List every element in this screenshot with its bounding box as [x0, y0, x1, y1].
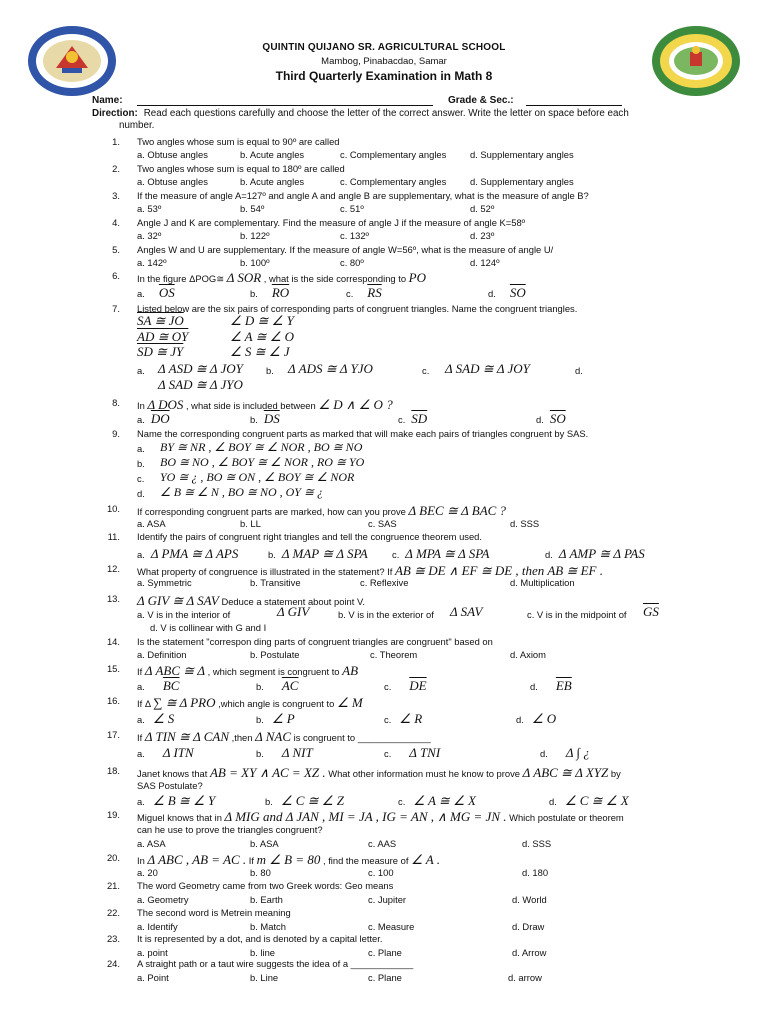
- choice-b: [265, 793, 344, 809]
- choice-a: a. Point: [137, 972, 169, 983]
- item-number: 11.: [107, 531, 120, 542]
- question-text: Miguel knows that in: [137, 812, 225, 823]
- choice-math: $\overline{AC}$: [281, 678, 299, 693]
- choice-d: d. SSS: [522, 838, 552, 849]
- item-question: [137, 593, 365, 609]
- choice-c: c. SAS: [368, 518, 397, 529]
- question-text: Which postulate or theorem: [506, 812, 624, 823]
- question-math: m ∠ B = 80: [256, 852, 321, 867]
- name-line[interactable]: [137, 105, 433, 106]
- choice-d: d. V is collinear with G and I: [150, 622, 267, 633]
- choice-letter: b.: [137, 458, 145, 469]
- choice-c: c. Complementary angles: [340, 149, 447, 160]
- item-question: [137, 244, 553, 255]
- choice-a: a. Geometry: [137, 894, 189, 905]
- choice-a: BY ≅ NR , ∠ BOY ≅ ∠ NOR , BO ≅ NO: [160, 440, 363, 454]
- choice-math: ∠ S: [152, 711, 175, 726]
- question-text: If Δ: [137, 698, 154, 709]
- item-question: [137, 663, 358, 679]
- item-question: [137, 933, 382, 944]
- choice-math: $\overline{RS}$: [367, 285, 382, 300]
- question-text: If: [137, 666, 145, 677]
- item-number: 14.: [106, 636, 120, 647]
- question-text: , find the measure of: [320, 855, 412, 866]
- name-field[interactable]: [92, 95, 433, 106]
- question-text: Two angles whose sum is equal to 180º are called: [137, 163, 345, 174]
- choice-b: b. Acute angles: [240, 176, 305, 187]
- choice-a: a. 32º: [137, 230, 162, 241]
- item-question: [137, 729, 431, 745]
- choice-c: c. Complementary angles: [340, 176, 447, 187]
- item-question: [137, 809, 624, 825]
- choice-math: Δ NIT: [281, 745, 313, 760]
- choice-b: [250, 411, 280, 427]
- question-text: The word Geometry came from two Greek words: Geo means: [137, 880, 394, 891]
- question-text: A straight path or a taut wire suggests the idea of a ____________: [137, 958, 414, 969]
- choice-c: [392, 546, 490, 562]
- choice-d: [540, 745, 590, 761]
- item-question: [137, 958, 413, 969]
- choice-a: a. ASA: [137, 838, 166, 849]
- question-math: AB: [342, 663, 359, 678]
- choice-math: Δ MPA ≅ Δ SPA: [405, 546, 490, 561]
- question-text: Angle J and K are complementary. Find the measure of angle J if the measure of angle K=58º: [137, 217, 526, 228]
- choice-letter: a.: [137, 414, 145, 425]
- choice-d: [545, 546, 645, 562]
- choice-letter: c.: [384, 748, 392, 759]
- choice-d: ∠ B ≅ ∠ N , BO ≅ NO , OY ≅ ¿: [160, 485, 324, 499]
- item-number: 9.: [112, 428, 120, 439]
- question-text: In: [137, 855, 148, 866]
- choice-letter: a.: [137, 748, 145, 759]
- choice-letter: c.: [392, 549, 400, 560]
- choice-math: Δ PMA ≅ Δ APS: [150, 546, 239, 561]
- choice-math: ∠ P: [271, 711, 295, 726]
- question-math: Δ GIV ≅ Δ SAV: [137, 593, 219, 608]
- choice-math: Δ ∫ ¿: [565, 745, 590, 760]
- choice-letter: a.: [137, 681, 145, 692]
- choice-letter: b.: [266, 365, 274, 376]
- question-math: Δ ABC , AB = AC .: [147, 852, 247, 867]
- question-text: What property of congruence is illustrated in the statement? If: [137, 566, 395, 577]
- choice-a: [137, 711, 174, 727]
- choice-letter: d.: [575, 365, 583, 376]
- choice-d: [516, 711, 556, 727]
- choice-b: b. Earth: [250, 894, 283, 905]
- choice-b: [256, 711, 295, 727]
- item-number: 6.: [112, 270, 120, 281]
- choice-math: Δ AMP ≅ Δ PAS: [558, 546, 645, 561]
- choice-math: ∠ O: [531, 711, 557, 726]
- congruent-pair: ∠ D ≅ ∠ Y: [230, 313, 294, 328]
- choice-c: [398, 793, 476, 809]
- choice-math: ∠ B ≅ ∠ Y: [152, 793, 216, 808]
- name-label: Name:: [92, 95, 123, 106]
- choice-b: b. 80: [250, 867, 271, 878]
- choice-letter: c.: [137, 473, 145, 484]
- choice-c: [384, 711, 422, 727]
- choice-letter: b.: [250, 414, 258, 425]
- choice-d: Δ SAD ≅ Δ JYO: [158, 377, 243, 392]
- question-text: Is the statement "correspon ding parts of congruent triangles are congruent" based on: [137, 636, 493, 647]
- choice-math: $\overline{GS}$: [643, 604, 659, 619]
- choice-math: $\overline{SD}$: [411, 411, 428, 426]
- choice-math: Δ TNI: [409, 745, 441, 760]
- item-number: 4.: [112, 217, 120, 228]
- question-text: Two angles whose sum is equal to 90º are called: [137, 136, 340, 147]
- choice-letter: c.: [398, 414, 406, 425]
- choice-b: b. Postulate: [250, 649, 300, 660]
- item-question: [137, 531, 482, 542]
- choice-letter: b.: [256, 714, 264, 725]
- question-text: If the measure of angle A=127º and angle A and angle B are supplementary, what is the measure of angle B?: [137, 190, 589, 201]
- choice-d: d. Axiom: [510, 649, 546, 660]
- question-text: by: [608, 768, 621, 779]
- choice-d: d. Draw: [512, 921, 545, 932]
- choice-b: b. Match: [250, 921, 286, 932]
- directions-label: Direction:: [92, 108, 138, 119]
- choice-math: $\overline{DE}$: [409, 678, 427, 693]
- choice-d: [530, 678, 572, 694]
- choice-d: d. 52º: [470, 203, 495, 214]
- choice-b: b. LL: [240, 518, 261, 529]
- congruent-pair: SA ≅ JO: [137, 313, 184, 328]
- directions: [92, 108, 659, 132]
- choice-letter: a.: [137, 714, 145, 725]
- choice-math: ∠ R: [399, 711, 423, 726]
- item-number: 21.: [106, 880, 120, 891]
- choice-letter: d.: [488, 288, 496, 299]
- item-question: [137, 852, 440, 868]
- item-question: [137, 428, 588, 439]
- choice-d: [549, 793, 629, 809]
- choice-c: c. Theorem: [370, 649, 418, 660]
- choice-math: $\overline{SO}$: [549, 411, 566, 426]
- choice-letter: d.: [137, 488, 145, 499]
- item-number: 5.: [112, 244, 120, 255]
- item-question: [137, 303, 577, 314]
- choice-letter: b.: [256, 748, 264, 759]
- question-text: What other information must he know to prove: [325, 768, 523, 779]
- choice-b: b. Transitive: [250, 577, 301, 588]
- choice-letter: d.: [530, 681, 538, 692]
- item-number: 16.: [106, 695, 120, 706]
- choice-math: $\overline{EB}$: [555, 678, 572, 693]
- choice-b: b. 54º: [240, 203, 265, 214]
- congruent-pair: AD ≅ OY: [137, 329, 189, 344]
- question-text: , which segment is congruent to: [205, 666, 343, 677]
- item-question: [137, 217, 525, 228]
- choice-letter: c.: [398, 796, 406, 807]
- congruent-pair: SD ≅ JY: [137, 344, 184, 359]
- choice-a: [137, 285, 175, 301]
- choice-a: a. Obtuse angles: [137, 176, 208, 187]
- choice-c: c. 100: [368, 867, 394, 878]
- choice-b: b. line: [250, 947, 276, 958]
- choice-c: c. AAS: [368, 838, 397, 849]
- choice-math: ∠ C ≅ ∠ Z: [280, 793, 344, 808]
- item-number: 7.: [112, 303, 120, 314]
- choice-a: a. Obtuse angles: [137, 149, 208, 160]
- item-number: 15.: [106, 663, 120, 674]
- congruent-pair: ∠ S ≅ ∠ J: [230, 344, 290, 359]
- question-math: Δ ABC ≅ Δ XYZ: [522, 765, 609, 780]
- choice-a: a. Definition: [137, 649, 187, 660]
- exam-title: Third Quarterly Examination in Math 8: [275, 69, 493, 83]
- directions-text: Read each questions carefully and choose the letter of the correct answer. Write the letter on space before each number.: [119, 108, 629, 131]
- choice-a: [137, 678, 179, 694]
- choice-letter: c.: [346, 288, 354, 299]
- choice-math: Δ GIV: [277, 604, 310, 619]
- question-text: In the figure ΔPOG≅: [137, 273, 227, 284]
- choice-c: c. V is in the midpoint of: [527, 609, 627, 620]
- choice-letter: c.: [384, 714, 392, 725]
- item-number: 17.: [106, 729, 120, 740]
- question-text: , what is the side corresponding to: [261, 273, 409, 284]
- grade-line[interactable]: [526, 105, 622, 106]
- choice-letter: b.: [250, 288, 258, 299]
- item-question: [137, 907, 291, 918]
- choice-b: [268, 546, 368, 562]
- choice-c: c. Jupiter: [368, 894, 407, 905]
- choice-d: d. SSS: [510, 518, 540, 529]
- item-number: 19.: [106, 809, 120, 820]
- choice-d: [536, 411, 566, 427]
- item-question: [137, 163, 345, 174]
- question-text: If corresponding congruent parts are marked, how can you prove: [137, 506, 409, 517]
- choice-a: a. Identify: [137, 921, 178, 932]
- question-math: Δ MIG and Δ JAN , MI = JA , IG = AN , ∧ MG = JN .: [224, 809, 507, 824]
- choice-c: c. Plane: [368, 972, 402, 983]
- choice-c: c. 132º: [340, 230, 369, 241]
- choice-d: [488, 285, 526, 301]
- choice-d: d. 23º: [470, 230, 495, 241]
- question-text: Name the corresponding congruent parts as marked that will make each pairs of triangles congruent by SAS.: [137, 428, 589, 439]
- choice-c: YO ≅ ¿ , BO ≅ ON , ∠ BOY ≅ ∠ NOR: [160, 470, 355, 484]
- item-question: [137, 880, 393, 891]
- choice-a: a. 20: [137, 867, 158, 878]
- question-math: Δ SOR: [226, 270, 262, 285]
- choice-letter: b.: [256, 681, 264, 692]
- choice-letter: c.: [384, 681, 392, 692]
- choice-math: ∠ A ≅ ∠ X: [413, 793, 476, 808]
- choice-a: a. Symmetric: [137, 577, 192, 588]
- choice-c: c. Measure: [368, 921, 415, 932]
- choice-b: b. V is in the exterior of: [338, 609, 434, 620]
- question-math: ∠ A .: [411, 852, 440, 867]
- choice-a: [137, 793, 215, 809]
- congruent-pair: ∠ A ≅ ∠ O: [230, 329, 295, 344]
- question-text: If: [246, 855, 257, 866]
- choice-d: d. 180: [522, 867, 549, 878]
- question-math: Δ DOS: [147, 397, 184, 412]
- choice-letter: b.: [265, 796, 273, 807]
- choice-c: c. 51º: [340, 203, 364, 214]
- choice-math: $\overline{SO}$: [509, 285, 526, 300]
- choice-a: a. V is in the interior of: [137, 609, 231, 620]
- choice-b: [256, 678, 298, 694]
- question-math: AB ≅ DE ∧ EF ≅ DE , then AB ≅ EF .: [394, 563, 603, 578]
- choice-a: [137, 546, 238, 562]
- choice-math: $\overline{DO}$: [150, 411, 170, 426]
- question-text: The second word is Metrein meaning: [137, 907, 291, 918]
- choice-b: [256, 745, 313, 761]
- question-math: Δ BEC ≅ Δ BAC ?: [408, 503, 507, 518]
- question-math: Δ ABC ≅ Δ: [144, 663, 206, 678]
- choice-c: [384, 745, 440, 761]
- choice-d: d. Multiplication: [510, 577, 575, 588]
- choice-a: [137, 745, 194, 761]
- choice-c: c. Reflexive: [360, 577, 409, 588]
- choice-b: b. Line: [250, 972, 279, 983]
- item-number: 3.: [112, 190, 120, 201]
- question-text: If: [137, 732, 145, 743]
- item-question: [137, 270, 426, 286]
- item-number: 12.: [106, 563, 120, 574]
- item-number: 24.: [106, 958, 120, 969]
- choice-c: c. Plane: [368, 947, 402, 958]
- choice-letter: a.: [137, 549, 145, 560]
- item-question: [137, 136, 340, 147]
- choice-a: [137, 411, 170, 427]
- grade-field[interactable]: [448, 95, 622, 106]
- question-text: is congruent to ______________: [291, 732, 431, 743]
- choice-d: d. Arrow: [512, 947, 547, 958]
- question-text: ,which angle is congruent to: [215, 698, 337, 709]
- choice-c: [346, 285, 382, 301]
- choice-b: b. ASA: [250, 838, 279, 849]
- choice-math: $\overline{BC}$: [162, 678, 180, 693]
- question-text: SAS Postulate?: [137, 780, 203, 791]
- choice-b: b. Acute angles: [240, 149, 305, 160]
- item-number: 20.: [106, 852, 120, 863]
- choice-letter: d.: [516, 714, 524, 725]
- choice-letter: d.: [536, 414, 544, 425]
- choice-a: Δ ASD ≅ Δ JOY: [158, 361, 243, 376]
- item-question: [137, 503, 506, 519]
- choice-c: [398, 411, 427, 427]
- grade-label: Grade & Sec.:: [448, 95, 514, 106]
- question-text: Janet knows that: [137, 768, 210, 779]
- question-text: It is represented by a dot, and is denoted by a capital letter.: [137, 933, 383, 944]
- choice-a: a. ASA: [137, 518, 166, 529]
- question-math: ∑ ≅ Δ PRO: [153, 695, 216, 710]
- choice-d: d. World: [512, 894, 547, 905]
- choice-math: $\overline{RO}$: [271, 285, 290, 300]
- question-math: ∠ D ∧ ∠ O ?: [318, 397, 393, 412]
- item-number: 2.: [112, 163, 120, 174]
- item-number: 1.: [112, 136, 120, 147]
- choice-b: [250, 285, 289, 301]
- choice-b: b. 100º: [240, 257, 270, 268]
- item-number: 22.: [106, 907, 120, 918]
- item-question: [137, 765, 621, 781]
- choice-letter: a.: [137, 365, 145, 376]
- question-text: Angles W and U are supplementary. If the measure of angle W=56º, what is the measure of angle U/: [137, 244, 554, 255]
- item-number: 18.: [106, 765, 120, 776]
- choice-d: d. Supplementary angles: [470, 149, 574, 160]
- item-number: 13.: [106, 593, 120, 604]
- question-math: Δ TIN ≅ Δ CAN: [144, 729, 230, 744]
- choice-math: $\overline{DS}$: [263, 411, 280, 426]
- choice-a: a. 53º: [137, 203, 162, 214]
- choice-b: BO ≅ NO , ∠ BOY ≅ ∠ NOR , RO ≅ YO: [160, 455, 365, 469]
- question-math: AB = XY ∧ AC = XZ .: [209, 765, 326, 780]
- question-text: In: [137, 400, 148, 411]
- choice-math: Δ MAP ≅ Δ SPA: [281, 546, 368, 561]
- item-number: 10.: [106, 503, 120, 514]
- question-math: ∠ M: [336, 695, 363, 710]
- question-text: can he use to prove the triangles congruent?: [137, 824, 323, 835]
- choice-c: c. 80º: [340, 257, 364, 268]
- question-text: Deduce a statement about point V.: [218, 596, 365, 607]
- choice-letter: a.: [137, 443, 145, 454]
- item-number: 23.: [106, 933, 120, 944]
- choice-letter: d.: [549, 796, 557, 807]
- choice-letter: c.: [422, 365, 430, 376]
- choice-letter: d.: [540, 748, 548, 759]
- choice-math: Δ SAV: [450, 604, 483, 619]
- choice-letter: d.: [545, 549, 553, 560]
- choice-a: a. point: [137, 947, 168, 958]
- choice-a: a. 142º: [137, 257, 167, 268]
- choice-letter: a.: [137, 288, 145, 299]
- choice-d: d. arrow: [508, 972, 542, 983]
- item-question: [137, 695, 363, 711]
- item-question: [137, 190, 589, 201]
- school-address: Mambog, Pinabacdao, Samar: [321, 56, 447, 67]
- question-text: ,then: [229, 732, 256, 743]
- choice-letter: a.: [137, 796, 145, 807]
- choice-b: b. 122º: [240, 230, 270, 241]
- choice-math: ∠ C ≅ ∠ X: [564, 793, 629, 808]
- choice-b: Δ ADS ≅ Δ YJO: [288, 361, 373, 376]
- choice-letter: b.: [268, 549, 276, 560]
- choice-c: Δ SAD ≅ Δ JOY: [445, 361, 530, 376]
- school-name: QUINTIN QUIJANO SR. AGRICULTURAL SCHOOL: [262, 42, 506, 53]
- question-text: Identify the pairs of congruent right triangles and tell the congruence theorem used.: [137, 531, 483, 542]
- item-number: 8.: [112, 397, 120, 408]
- question-math: Δ NAC: [255, 729, 292, 744]
- choice-c: [384, 678, 427, 694]
- question-math: PO: [408, 270, 426, 285]
- choice-math: $\overline{OS}$: [158, 285, 175, 300]
- item-question: [137, 636, 493, 647]
- question-text: , what side is included between: [183, 400, 319, 411]
- choice-math: Δ ITN: [162, 745, 194, 760]
- choice-d: d. 124º: [470, 257, 500, 268]
- question-text: Listed below are the six pairs of corresponding parts of congruent triangles. Name the congruent triangles.: [137, 303, 578, 314]
- choice-d: d. Supplementary angles: [470, 176, 574, 187]
